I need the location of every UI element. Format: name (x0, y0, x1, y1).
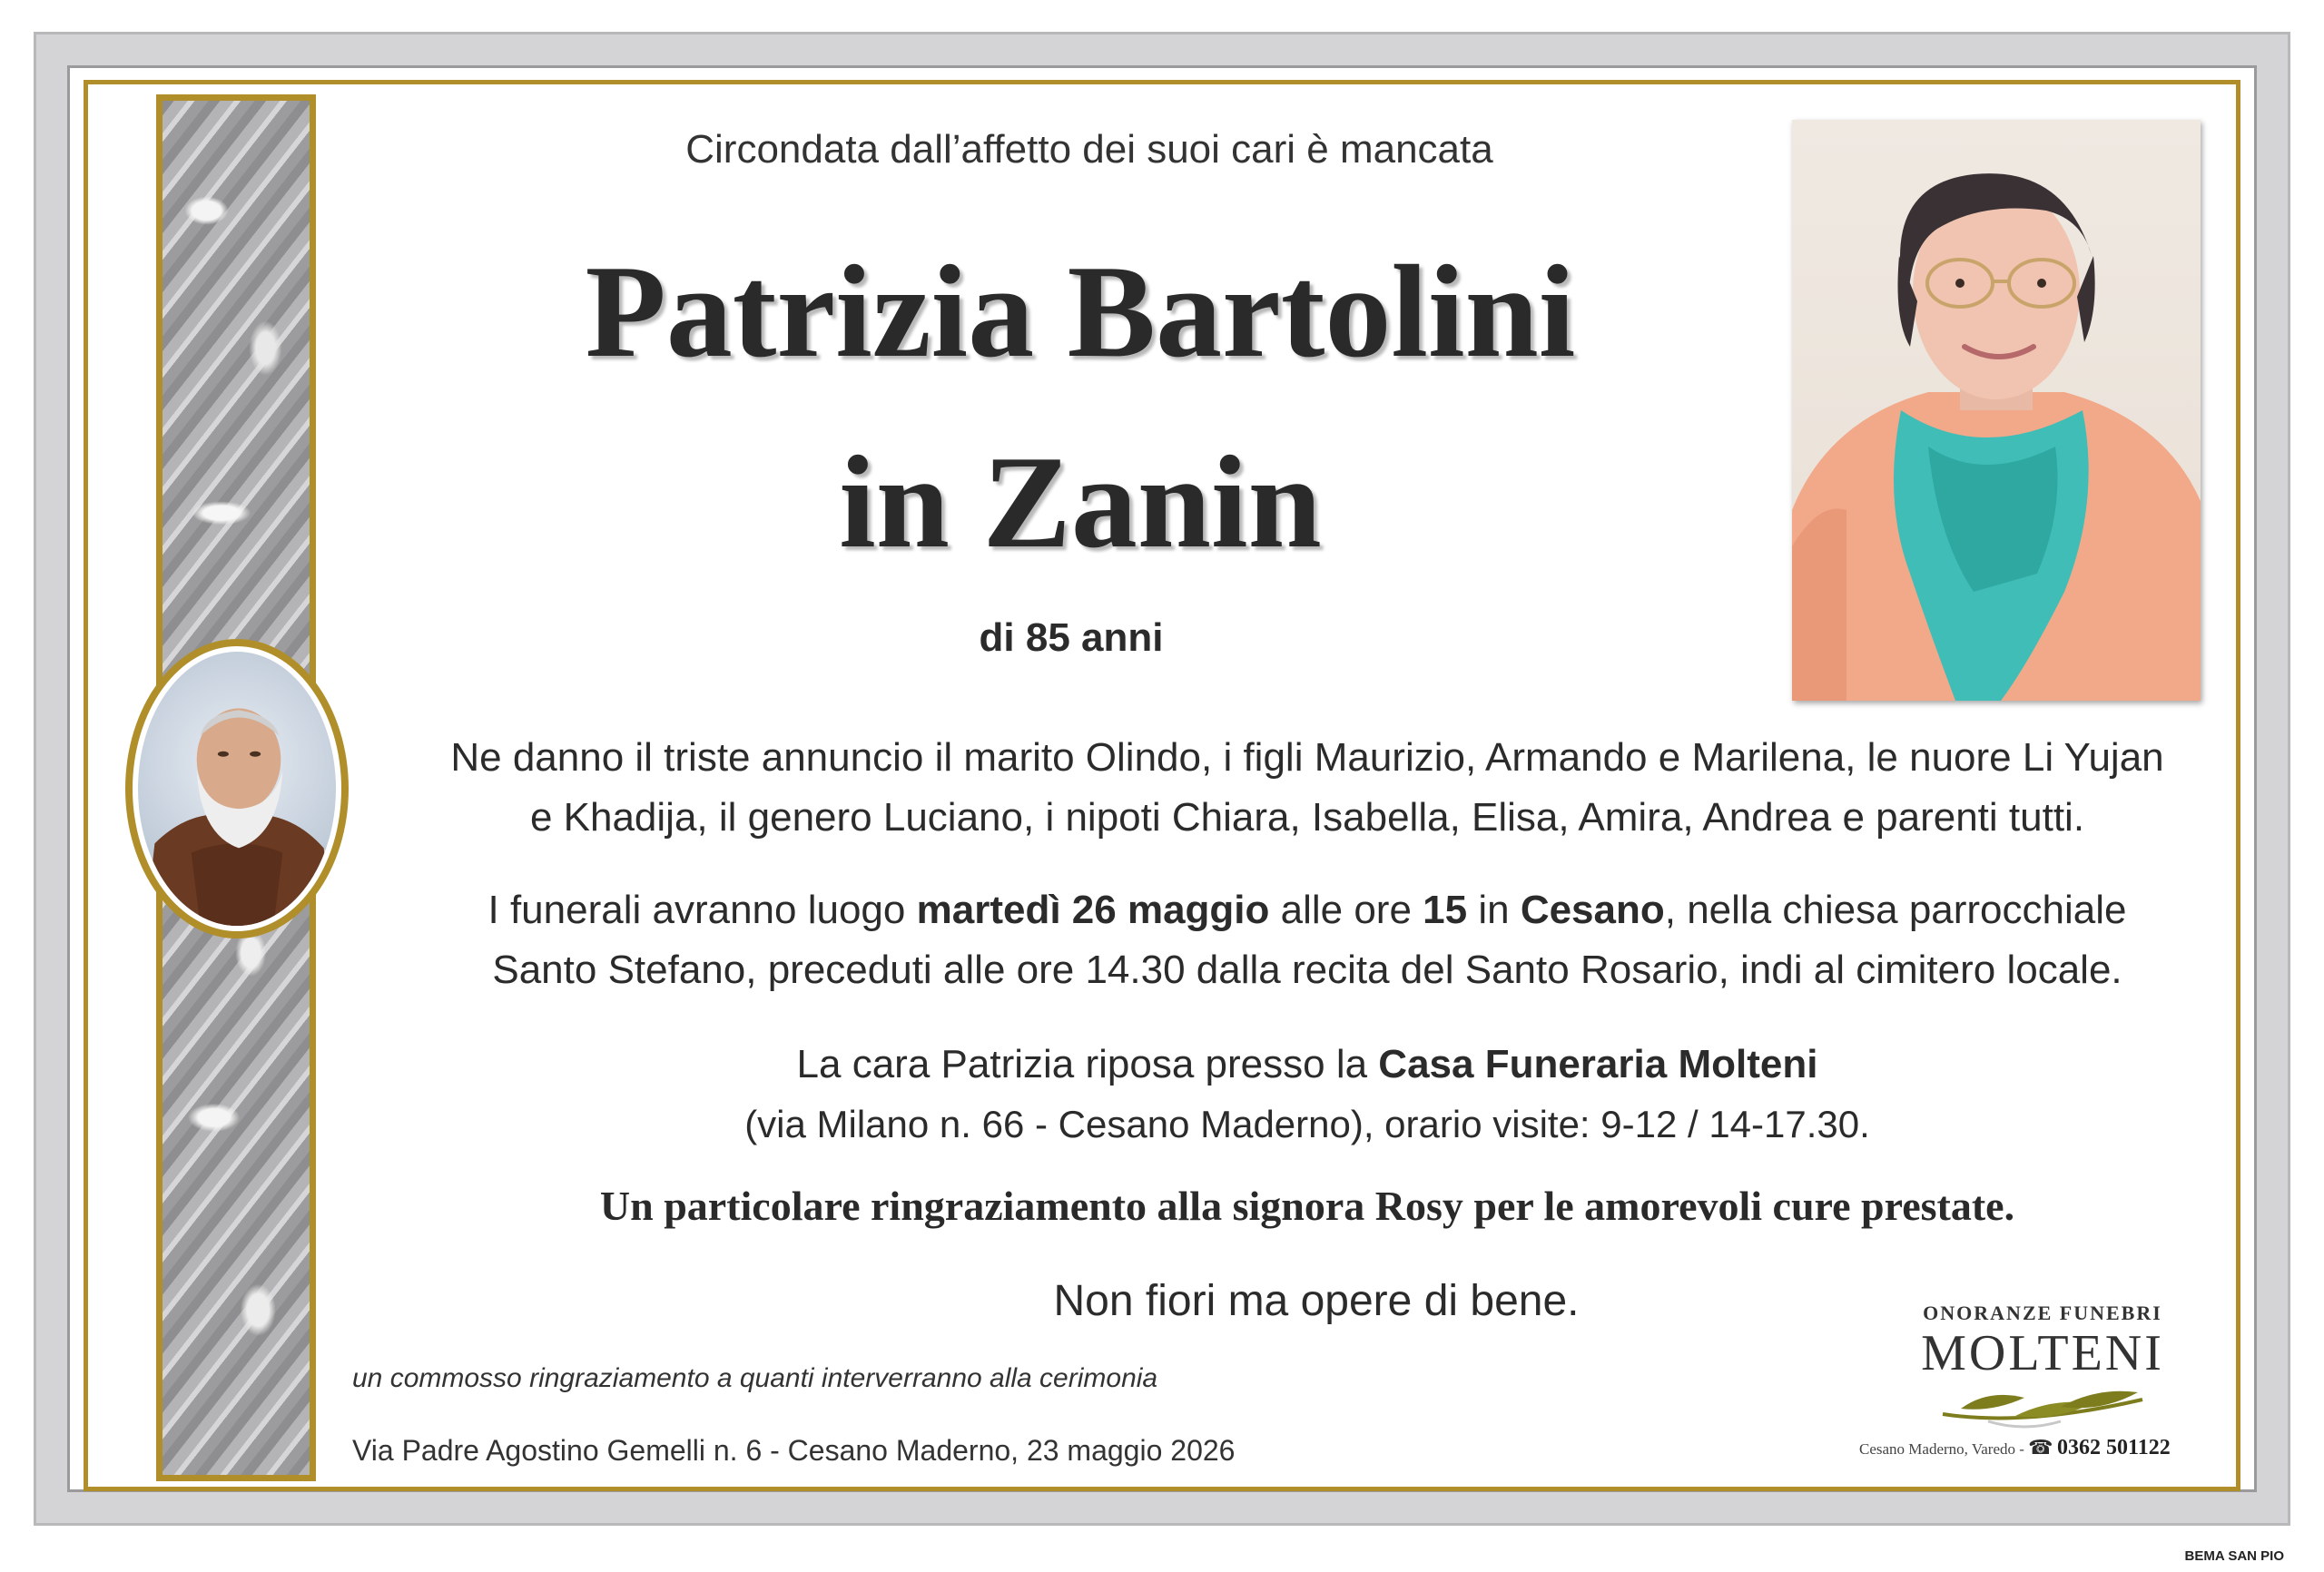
logo-footer (1859, 1436, 2240, 1460)
footer-address-date: Via Padre Agostino Gemelli n. 6 - Cesano Maderno, 23 maggio 2026 (352, 1434, 1236, 1467)
funeral-line-2: Santo Stefano, preceduti alle ore 14.30 dalla recita del Santo Rosario, indi al cimitero locale. (492, 948, 2122, 992)
logo-phone: 0362 501122 (2057, 1436, 2171, 1459)
rest-line-2: (via Milano n. 66 - Cesano Maderno), orario visite: 9-12 / 14-17.30. (744, 1103, 1870, 1145)
rest-text-a: La cara Patrizia riposa presso la (796, 1042, 1379, 1086)
age-text: di 85 anni (979, 615, 1164, 660)
funeral-text-c: in (1467, 888, 1521, 932)
saint-figure-icon (138, 652, 336, 926)
woman-portrait-icon (1792, 120, 2201, 701)
funeral-paragraph (354, 880, 2260, 1000)
funeral-home-logo (1852, 1302, 2233, 1474)
special-thanks: Un particolare ringraziamento alla signora Rosy per le amorevoli cure prestate. (599, 1183, 2015, 1229)
funeral-hour: 15 (1423, 888, 1468, 932)
deceased-married-name: in Zanin (839, 428, 1322, 575)
footer-thanks: un commosso ringraziamento a quanti interverranno alla cerimonia (352, 1363, 1158, 1393)
logo-cities: Cesano Maderno, Varedo - (1859, 1440, 2029, 1458)
funeral-date: martedì 26 maggio (916, 888, 1270, 932)
phone-icon: ☎ (2028, 1436, 2053, 1459)
funeral-text-b: alle ore (1269, 888, 1423, 932)
funeral-text-a: I funerali avranno luogo (487, 888, 917, 932)
deceased-portrait-photo (1792, 120, 2201, 701)
announcement-line-1: Ne danno il triste annuncio il marito Olindo, i figli Maurizio, Armando e Marilena, le nuore Li Yujan (450, 735, 2164, 780)
announcement-line-2: e Khadija, il genero Luciano, i nipoti Chiara, Isabella, Elisa, Amira, Andrea e parenti tutti. (529, 795, 2085, 840)
rest-line-1 (354, 1035, 2260, 1095)
rest-paragraph (354, 1035, 2260, 1154)
publisher-credit: BEMA SAN PIO (2184, 1548, 2284, 1564)
announcement-paragraph (354, 728, 2260, 848)
logo-name: MOLTENI (1921, 1325, 2164, 1381)
logo-subtitle: ONORANZE FUNEBRI (1923, 1302, 2162, 1324)
no-flowers-text: Non fiori ma opere di bene. (1053, 1277, 1580, 1325)
funeral-line-1 (354, 880, 2260, 940)
funeral-text-d: , nella chiesa parrocchiale (1664, 888, 2127, 932)
olive-branch-icon (1906, 1381, 2179, 1432)
funeral-home-name: Casa Funeraria Molteni (1378, 1042, 1818, 1086)
saint-portrait-image (138, 652, 336, 926)
funeral-place: Cesano (1520, 888, 1665, 932)
saint-medallion (125, 639, 349, 938)
intro-text: Circondata dall’affetto dei suoi cari è mancata (685, 127, 1493, 172)
deceased-name: Patrizia Bartolini (585, 238, 1576, 385)
